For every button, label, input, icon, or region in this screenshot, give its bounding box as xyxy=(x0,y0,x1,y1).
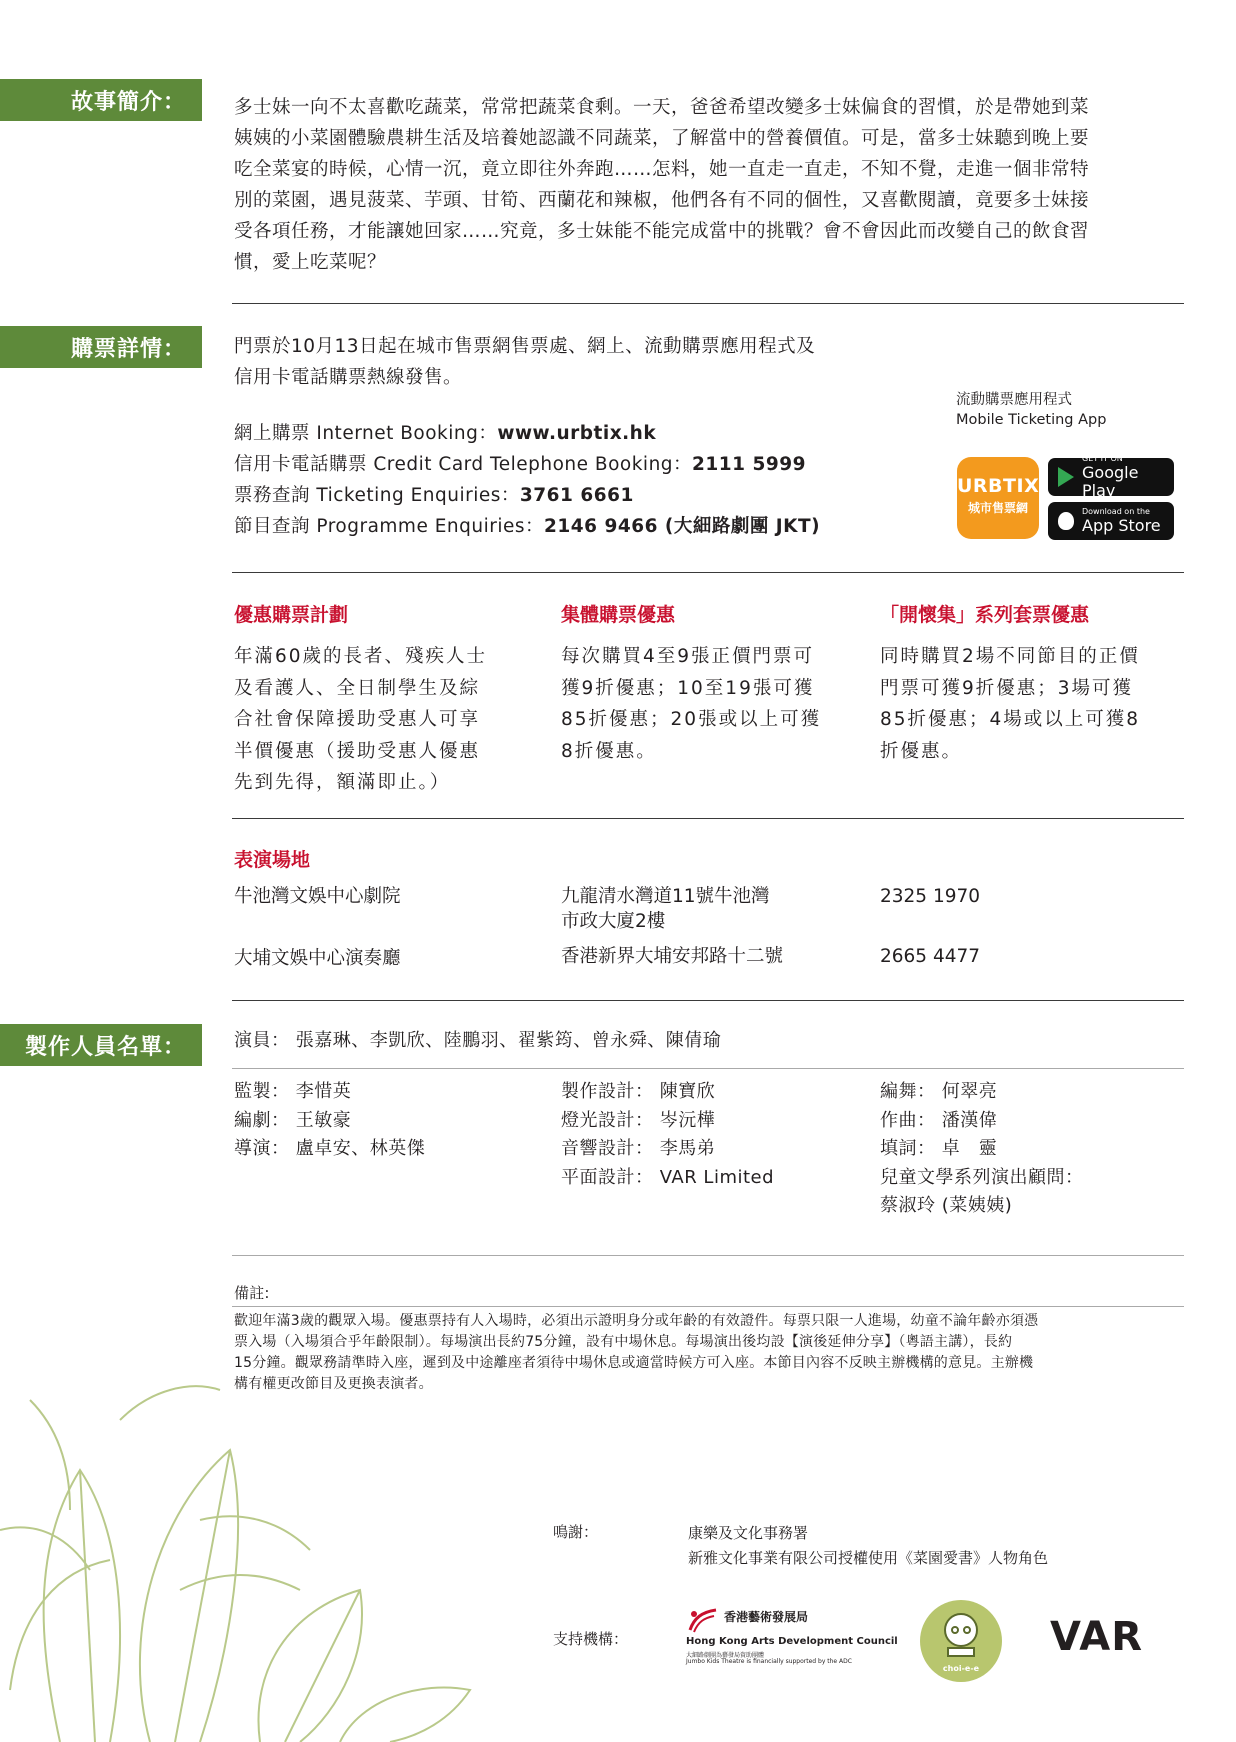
internet-url[interactable]: www.urbtix.hk xyxy=(497,423,657,444)
booking-contacts xyxy=(234,418,914,542)
app-label: 流動購票應用程式 Mobile Ticketing App xyxy=(956,392,1107,428)
booking-intro-line: 信用卡電話購票熱線發售。 xyxy=(234,367,463,388)
venue-name: 牛池灣文娛中心劇院 xyxy=(234,886,401,907)
venue-row xyxy=(234,884,401,909)
venue-phone: 2325 1970 xyxy=(880,886,981,907)
urbtix-logo-name: URBTIX xyxy=(957,475,1040,497)
divider xyxy=(232,818,1184,819)
google-play-icon xyxy=(1058,467,1074,487)
apple-icon xyxy=(1058,512,1074,530)
thanks-label: 鳴謝： xyxy=(553,1523,599,1541)
urbtix-logo[interactable] xyxy=(957,457,1039,539)
divider xyxy=(232,572,1184,573)
app-store-badge[interactable]: Download on the App Store xyxy=(1048,502,1174,540)
support-label: 支持機構： xyxy=(553,1630,629,1648)
remarks-divider xyxy=(232,1255,1184,1256)
booking-intro-line: 門票於10月13日起在城市售票網售票處、網上、流動購票應用程式及 xyxy=(234,336,816,357)
discount-group: 集體購票優惠 每次購買4至9張正價門票可 獲9折優惠；10至19張可獲 85折優惠；20張或以上可獲 8折優惠。 xyxy=(561,600,861,767)
story-text xyxy=(234,92,1194,278)
crew-label: 製作人員名單： xyxy=(24,1034,186,1060)
ticketing-phone: 3761 6661 xyxy=(519,485,634,506)
crew-divider xyxy=(232,1068,1184,1069)
credit-card-phone: 2111 5999 xyxy=(692,454,806,475)
crew-section-tab xyxy=(0,1024,202,1066)
discount-title: 「開懷集」系列套票優惠 xyxy=(880,604,1090,626)
divider xyxy=(232,1000,1184,1001)
discount-title: 集體購票優惠 xyxy=(561,604,676,626)
cast-line: 演員： 張嘉琳、李凱欣、陸鵬羽、翟紫筠、曾永舜、陳倩瑜 xyxy=(234,1030,722,1051)
remarks-text: 歡迎年滿3歲的觀眾入場。優惠票持有人入場時，必須出示證明身分或年齡的有效證件。每票只限一人進場，幼童不論年齡亦須憑 票入場（入場須合乎年齡限制）。每場演出長約75分鐘，設有中場休息。每場演出後均設【演後延伸分享】（粵語主講），長約 15分鐘。觀眾務請準時入座，遲到及中途離座者須待中場休息或適當時候方可入座。本節目內容不反映主辦機構的意見。主辦機 構有權更改節目及更換表演者。 xyxy=(234,1313,1039,1392)
story-line: 受各項任務，才能讓她回家……究竟，多士妹能不能完成當中的挑戰？會不會因此而改變自己的飲食習 xyxy=(234,221,1090,242)
google-play-badge[interactable]: GET IT ON Google Play xyxy=(1048,458,1174,496)
var-logo: VAR xyxy=(1050,1614,1143,1660)
contact-internet: 網上購票 Internet Booking：www.urbtix.hk xyxy=(234,423,657,444)
booking-label: 購票詳情： xyxy=(70,336,186,362)
story-line: 別的菜園，遇見菠菜、芋頭、甘筍、西蘭花和辣椒，他們各有不同的個性，又喜歡閱讀，竟要多士妹接 xyxy=(234,190,1090,211)
choi-logo: choi-e-e xyxy=(920,1600,1002,1682)
urbtix-logo-sub: 城市售票網 xyxy=(967,501,1028,515)
discount-senior: 優惠購票計劃 年滿60歲的長者、殘疾人士 及看護人、全日制學生及綜 合社會保障援助受惠人可享 半價優惠（援助受惠人優惠 先到先得，額滿即止。） xyxy=(234,600,524,799)
booking-section-tab xyxy=(0,326,202,368)
venue-phone: 2665 4477 xyxy=(880,946,981,967)
venues-title: 表演場地 xyxy=(234,849,311,871)
venue-address: 香港新界大埔安邦路十二號 xyxy=(561,946,784,967)
divider xyxy=(232,303,1184,304)
crew-col-3: 編舞： 何翠亮 作曲： 潘漢偉 填詞： 卓 靈 兒童文學系列演出顧問： 蔡淑玲 (菜姨姨) xyxy=(880,1081,1084,1216)
contact-credit-card: 信用卡電話購票 Credit Card Telephone Booking：2111 5999 xyxy=(234,454,806,475)
story-label: 故事簡介： xyxy=(70,89,186,115)
contact-ticketing: 票務查詢 Ticketing Enquiries：3761 6661 xyxy=(234,485,634,506)
remarks-rule xyxy=(232,1306,1184,1307)
story-line: 姨姨的小菜園體驗農耕生活及培養她認識不同蔬菜，了解當中的營養價值。可是，當多士妹聽到晚上要 xyxy=(234,128,1090,149)
crew-col-2: 製作設計： 陳寶欣 燈光設計： 岑沅樺 音響設計： 李馬弟 平面設計： VAR Limited xyxy=(561,1081,775,1188)
hkadc-emblem-icon xyxy=(686,1606,720,1634)
discount-title: 優惠購票計劃 xyxy=(234,604,349,626)
thanks-text: 康樂及文化事務署 新雅文化事業有限公司授權使用《菜園愛書》人物角色 xyxy=(688,1524,1049,1567)
story-line: 慣，愛上吃菜呢？ xyxy=(234,252,387,273)
venue-address: 九龍清水灣道11號牛池灣 市政大廈2樓 xyxy=(561,886,770,932)
discount-package: 「開懷集」系列套票優惠 同時購買2場不同節目的正價 門票可獲9折優惠；3場可獲 85折優惠；4場或以上可獲8 折優惠。 xyxy=(880,600,1190,767)
venue-name: 大埔文娛中心演奏廳 xyxy=(234,948,401,969)
remarks-title: 備註: xyxy=(234,1284,270,1302)
story-line: 多士妹一向不太喜歡吃蔬菜，常常把蔬菜食剩。一天，爸爸希望改變多士妹偏食的習慣，於是帶她到菜 xyxy=(234,97,1090,118)
programme-phone: 2146 9466 (大細路劇團 JKT) xyxy=(544,516,821,537)
booking-intro xyxy=(234,331,934,393)
contact-programme: 節目查詢 Programme Enquiries：2146 9466 (大細路劇團 JKT) xyxy=(234,516,821,537)
story-section-tab xyxy=(0,79,202,121)
story-line: 吃全菜宴的時候，心情一沉，竟立即往外奔跑……怎料，她一直走一直走，不知不覺，走進一個非常特 xyxy=(234,159,1090,180)
crew-col-1: 監製： 李惜英 編劇： 王敏豪 導演： 盧卓安、林英傑 xyxy=(234,1081,426,1159)
